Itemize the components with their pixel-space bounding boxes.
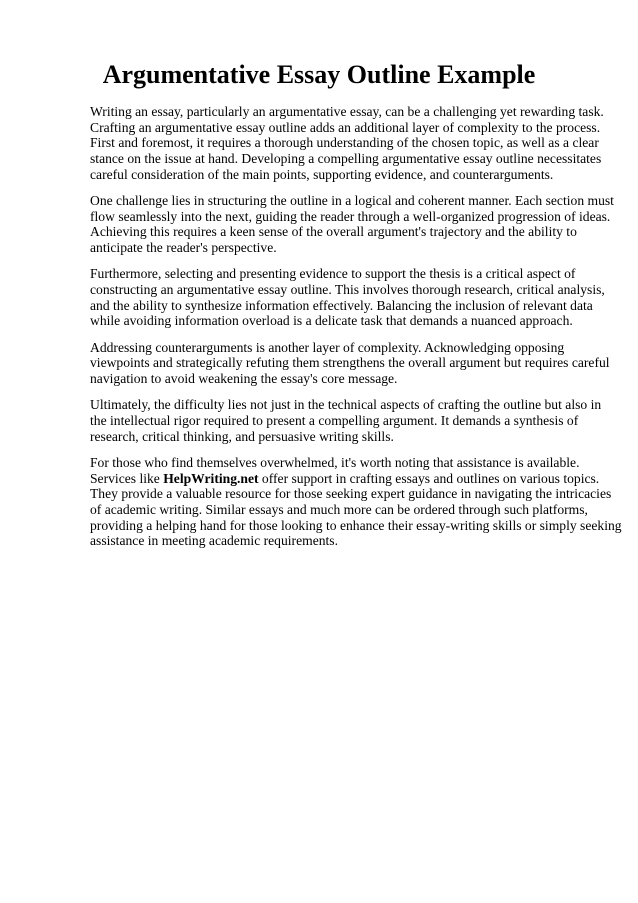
- document-title: Argumentative Essay Outline Example: [102, 60, 536, 89]
- text-line: careful consideration of the main points, supporting evidence, and counterarguments.: [90, 166, 554, 182]
- paragraph-intro: [90, 104, 605, 183]
- text-fragment: offer support in crafting essays and outlines on various topics.: [258, 470, 600, 486]
- text-line: One challenge lies in structuring the outline in a logical and coherent manner. Each section must: [90, 193, 614, 209]
- text-line: For those who find themselves overwhelmed, it's worth noting that assistance is available.: [90, 454, 580, 470]
- text-fragment: Services like: [90, 470, 164, 486]
- paragraph-structure: [90, 193, 614, 256]
- text-line: Ultimately, the difficulty lies not just in the technical aspects of crafting the outline but also in: [90, 397, 602, 413]
- text-line: viewpoints and strategically refuting them strengthens the overall argument but requires careful: [90, 355, 610, 371]
- helpwriting-link[interactable]: HelpWriting.net: [163, 470, 259, 486]
- text-line: They provide a valuable resource for those seeking expert guidance in navigating the intricacies: [90, 486, 612, 502]
- text-line: anticipate the reader's perspective.: [90, 240, 277, 256]
- paragraph-counterarguments: [90, 339, 610, 387]
- text-line: providing a helping hand for those looking to enhance their essay-writing skills or simply seeking: [90, 517, 622, 533]
- text-line: Crafting an argumentative essay outline adds an additional layer of complexity to the process.: [90, 119, 601, 135]
- text-line: constructing an argumentative essay outline. This involves thorough research, critical analysis,: [90, 282, 605, 298]
- text-line: navigation to avoid weakening the essay's core message.: [90, 371, 398, 387]
- text-line: stance on the issue at hand. Developing a compelling argumentative essay outline necessitates: [90, 151, 602, 167]
- text-line: flow seamlessly into the next, guiding the reader through a well-organized progression of ideas.: [90, 208, 611, 224]
- text-line: and the ability to synthesize information effectively. Balancing the inclusion of relevant data: [90, 297, 593, 313]
- paragraph-evidence: [90, 266, 605, 329]
- text-line: assistance in meeting academic requirements.: [90, 533, 338, 549]
- text-line: while avoiding information overload is a delicate task that demands a nuanced approach.: [90, 313, 573, 329]
- text-line: Writing an essay, particularly an argumentative essay, can be a challenging yet rewarding task.: [90, 104, 604, 119]
- paragraph-conclusion: [90, 397, 605, 444]
- text-line: Furthermore, selecting and presenting evidence to support the thesis is a critical aspect of: [90, 266, 576, 282]
- text-line: Addressing counterarguments is another layer of complexity. Acknowledging opposing: [90, 339, 565, 355]
- text-line: First and foremost, it requires a thorough understanding of the chosen topic, as well as a clear: [90, 135, 599, 151]
- paragraph-assistance: [90, 454, 622, 549]
- text-line: the intellectual rigor required to present a compelling argument. It demands a synthesis of: [90, 412, 579, 428]
- text-line-with-link: [90, 471, 605, 487]
- document-body: [90, 104, 622, 560]
- text-line: of academic writing. Similar essays and much more can be ordered through such platforms,: [90, 501, 588, 517]
- text-line: Achieving this requires a keen sense of the overall argument's trajectory and the ability to: [90, 224, 577, 240]
- text-line: research, critical thinking, and persuasive writing skills.: [90, 428, 394, 444]
